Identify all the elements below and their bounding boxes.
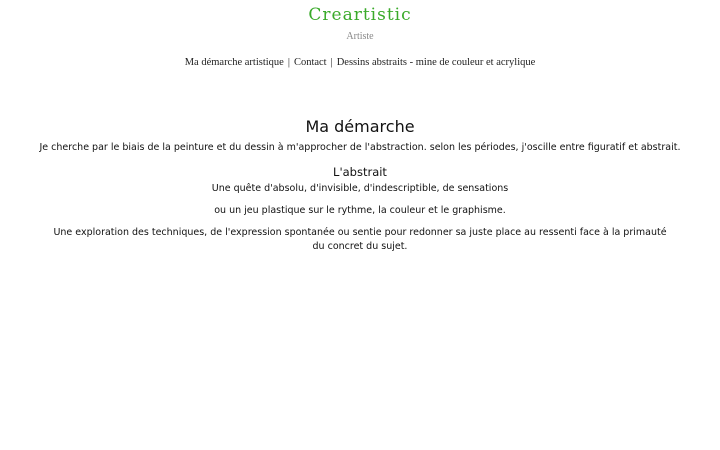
- site-subtitle: Artiste: [346, 31, 374, 42]
- section-title: L'abstrait: [333, 165, 387, 179]
- page-title: Ma démarche: [305, 117, 415, 136]
- intro-text: Je cherche par le biais de la peinture et du dessin à m'approcher de l'abstraction. selon les périodes, j'oscille entre figuratif et abstrait.: [39, 142, 681, 153]
- nav-item-contact[interactable]: Contact: [293, 57, 327, 68]
- paragraph: ou un jeu plastique sur le rythme, la couleur et le graphisme.: [214, 205, 506, 216]
- main-content: [0, 116, 720, 254]
- main-nav: [0, 56, 720, 70]
- nav-item-demarche[interactable]: Ma démarche artistique: [184, 57, 284, 68]
- site-title-text[interactable]: Creartistic: [308, 5, 412, 25]
- nav-item-dessins[interactable]: Dessins abstraits - mine de couleur et acrylique: [336, 57, 536, 68]
- paragraph: Une exploration des techniques, de l'expression spontanée ou sentie pour redonner sa juste place au ressenti face à la primauté du concret du sujet.: [53, 227, 667, 252]
- nav-separator: |: [287, 57, 290, 68]
- site-title[interactable]: [0, 4, 720, 26]
- paragraph: Une quête d'absolu, d'invisible, d'indescriptible, de sensations: [211, 183, 509, 194]
- nav-separator: |: [330, 57, 333, 68]
